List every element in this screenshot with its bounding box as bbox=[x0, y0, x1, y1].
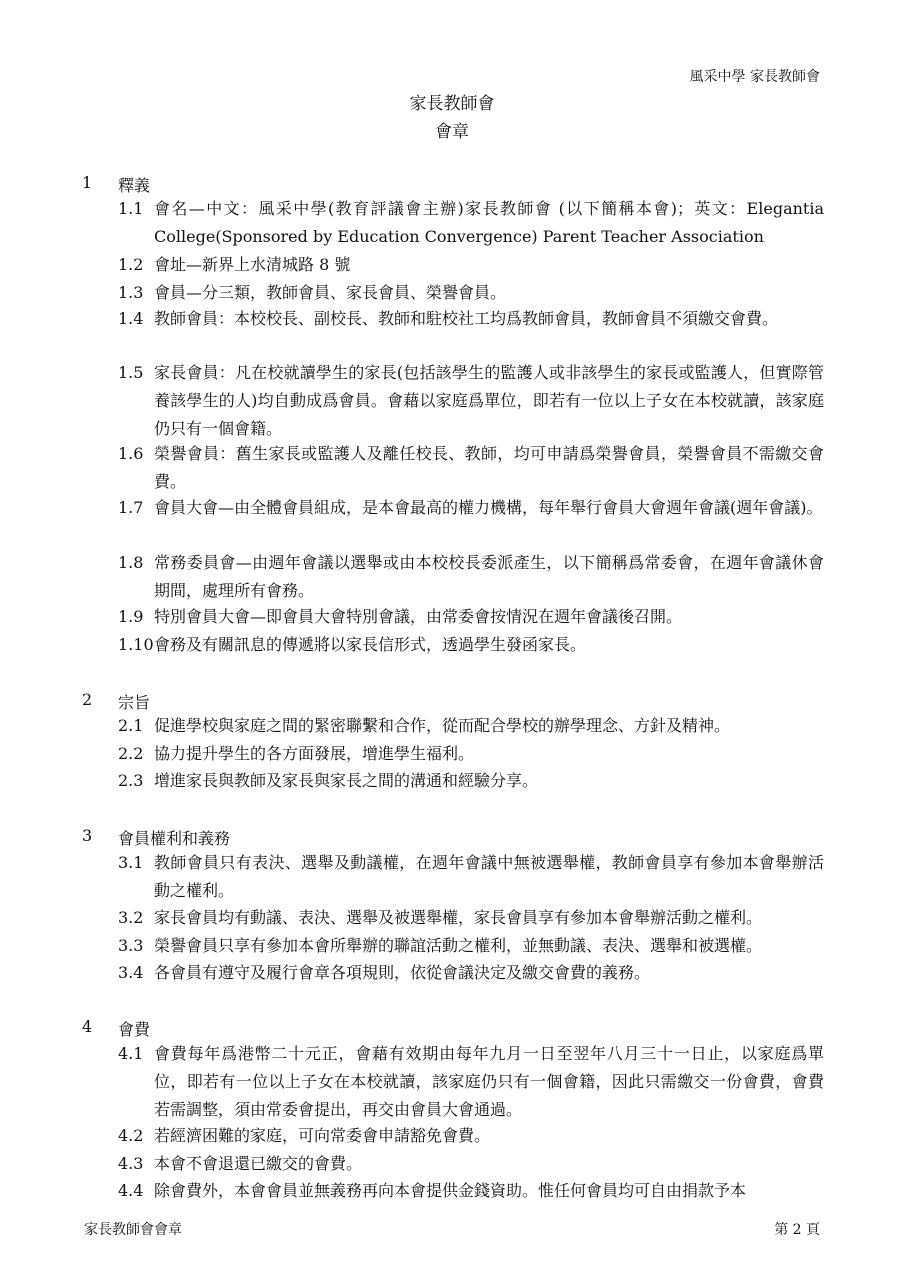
clause-text: 若經濟困難的家庭，可向常委會申請豁免會費。 bbox=[154, 1126, 491, 1145]
clause-text: 增進家長與教師及家長與家長之間的溝通和經驗分享。 bbox=[154, 771, 539, 790]
clause-item bbox=[118, 712, 824, 740]
section-title: 釋義 bbox=[118, 176, 151, 195]
section-number: 2 bbox=[82, 690, 93, 709]
clause-item bbox=[118, 1150, 824, 1178]
page-footer-title: 家長教師會會章 bbox=[84, 1222, 182, 1238]
clause-number: 3.2 bbox=[118, 908, 144, 927]
clause-item bbox=[118, 1040, 824, 1124]
clause-number: 1.6 bbox=[118, 444, 144, 463]
clause-text: 除會費外，本會會員並無義務再向本會提供金錢資助。惟任何會員均可自由捐款予本 bbox=[154, 1181, 747, 1200]
clause-text: 教師會員只有表決、選舉及動議權，在週年會議中無被選舉權，教師會員享有參加本會舉辦活動之權利。 bbox=[154, 853, 824, 900]
clause-number: 4.4 bbox=[118, 1181, 144, 1200]
clause-number: 2.2 bbox=[118, 744, 144, 763]
clause-number: 2.3 bbox=[118, 771, 144, 790]
clause-item bbox=[118, 932, 824, 960]
clause-number: 1.2 bbox=[118, 255, 144, 274]
clause-text: 會址—新界上水清城路 8 號 bbox=[154, 255, 351, 274]
clause-text: 促進學校與家庭之間的緊密聯繫和合作，從而配合學校的辦學理念、方針及精神。 bbox=[154, 716, 731, 735]
clause-item bbox=[118, 195, 824, 251]
clause-item bbox=[118, 494, 824, 522]
clause-item bbox=[118, 631, 824, 659]
clause-text: 會名—中文：風采中學(教育評議會主辦)家長教師會 (以下簡稱本會)；英文：Elegantia College(Sponsored by Education Convergence) Parent Teacher Association bbox=[154, 199, 824, 246]
clause-item bbox=[118, 1177, 824, 1205]
clause-number: 1.5 bbox=[118, 363, 144, 382]
clause-text: 家長會員：凡在校就讀學生的家長(包括該學生的監護人或非該學生的家長或監護人，但實際管養該學生的人)均自動成爲會員。會藉以家庭爲單位，即若有一位以上子女在本校就讀，該家庭仍只有一個會籍。 bbox=[154, 363, 824, 438]
clause-number: 3.3 bbox=[118, 936, 144, 955]
clause-item bbox=[118, 549, 824, 605]
clause-number: 2.1 bbox=[118, 716, 144, 735]
page-header: 風采中學 家長教師會 bbox=[689, 69, 820, 85]
clause-item bbox=[118, 849, 824, 905]
clause-item bbox=[118, 740, 824, 768]
clause-text: 會員大會—由全體會員組成，是本會最高的權力機構，每年舉行會員大會週年會議(週年會議)。 bbox=[154, 498, 823, 517]
section-number: 4 bbox=[82, 1017, 93, 1036]
section-number: 3 bbox=[82, 826, 93, 845]
clause-number: 1.10 bbox=[118, 635, 154, 654]
page-number: 第 2 頁 bbox=[774, 1222, 820, 1238]
clause-text: 會務及有關訊息的傳遞將以家長信形式，透過學生發函家長。 bbox=[154, 635, 587, 654]
document-title: 家長教師會 bbox=[409, 94, 495, 114]
clause-item bbox=[118, 251, 824, 279]
clause-number: 1.8 bbox=[118, 553, 144, 572]
clause-item bbox=[118, 359, 824, 443]
clause-text: 會費每年爲港幣二十元正，會藉有效期由每年九月一日至翌年八月三十一日止，以家庭爲單位，即若有一位以上子女在本校就讀，該家庭仍只有一個會籍，因此只需繳交一份會費，會費若需調整，須由常委會提出，再交由會員大會通過。 bbox=[154, 1044, 824, 1119]
clause-item bbox=[118, 959, 824, 987]
section-title: 會費 bbox=[118, 1020, 151, 1039]
clause-text: 會員—分三類，教師會員、家長會員、榮譽會員。 bbox=[154, 283, 507, 302]
clause-text: 特別會員大會—即會員大會特別會議，由常委會按情況在週年會議後召開。 bbox=[154, 607, 683, 626]
document-subtitle: 會章 bbox=[435, 122, 469, 142]
clause-number: 4.1 bbox=[118, 1044, 144, 1063]
clause-item bbox=[118, 305, 824, 333]
clause-text: 教師會員：本校校長、副校長、教師和駐校社工均爲教師會員，教師會員不須繳交會費。 bbox=[154, 309, 779, 328]
clause-number: 1.9 bbox=[118, 607, 144, 626]
clause-item bbox=[118, 440, 824, 496]
clause-item bbox=[118, 904, 824, 932]
clause-item bbox=[118, 1122, 824, 1150]
clause-number: 1.4 bbox=[118, 309, 144, 328]
section-title: 會員權利和義務 bbox=[118, 829, 231, 848]
clause-number: 1.1 bbox=[118, 199, 144, 218]
clause-number: 4.3 bbox=[118, 1154, 144, 1173]
clause-text: 榮譽會員：舊生家長或監護人及離任校長、教師，均可申請爲榮譽會員，榮譽會員不需繳交會費。 bbox=[154, 444, 824, 491]
clause-text: 本會不會退還已繳交的會費。 bbox=[154, 1154, 363, 1173]
clause-item bbox=[118, 603, 824, 631]
clause-number: 3.4 bbox=[118, 963, 144, 982]
section-number: 1 bbox=[82, 173, 93, 192]
section-title: 宗旨 bbox=[118, 693, 151, 712]
clause-number: 1.3 bbox=[118, 283, 144, 302]
clause-number: 4.2 bbox=[118, 1126, 144, 1145]
clause-item bbox=[118, 767, 824, 795]
clause-text: 榮譽會員只享有參加本會所舉辦的聯誼活動之權利，並無動議、表決、選舉和被選權。 bbox=[154, 936, 763, 955]
clause-number: 3.1 bbox=[118, 853, 144, 872]
clause-text: 常務委員會—由週年會議以選舉或由本校校長委派產生，以下簡稱爲常委會，在週年會議休會期間，處理所有會務。 bbox=[154, 553, 824, 600]
clause-text: 各會員有遵守及履行會章各項規則，依從會議決定及繳交會費的義務。 bbox=[154, 963, 651, 982]
clause-number: 1.7 bbox=[118, 498, 144, 517]
clause-item bbox=[118, 279, 824, 307]
clause-text: 家長會員均有動議、表決、選舉及被選舉權，家長會員享有參加本會舉辦活動之權利。 bbox=[154, 908, 763, 927]
clause-text: 協力提升學生的各方面發展，增進學生福利。 bbox=[154, 744, 475, 763]
